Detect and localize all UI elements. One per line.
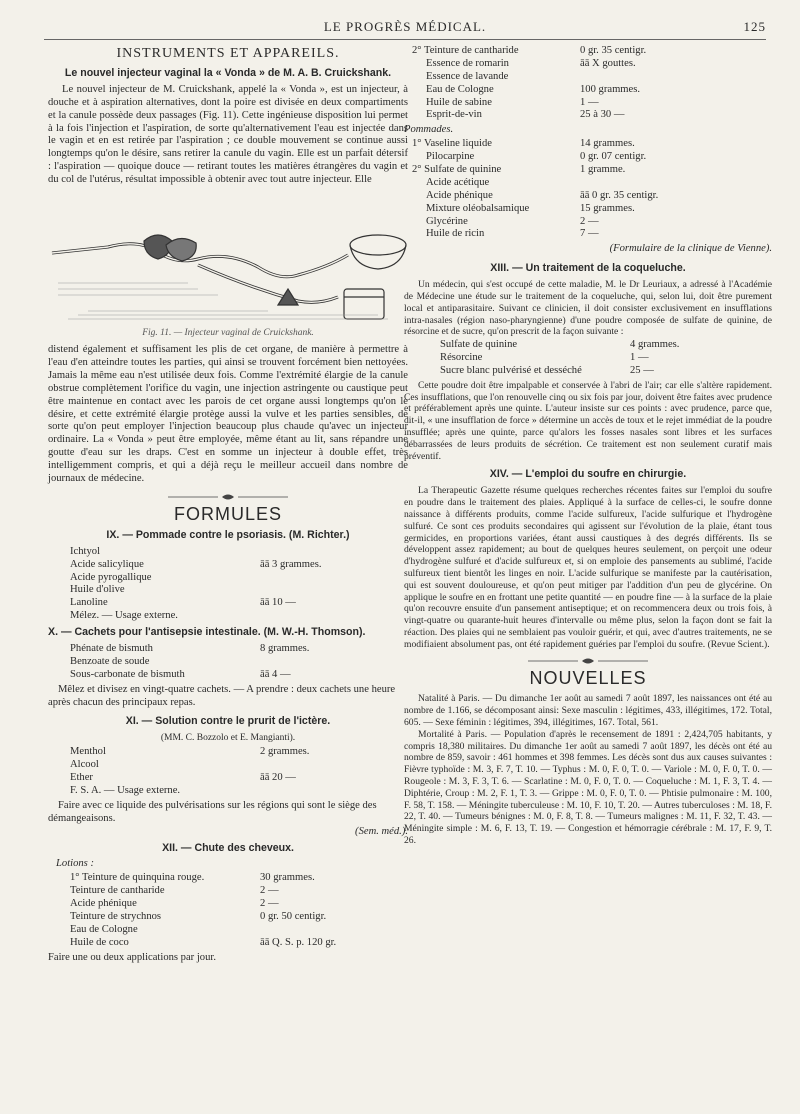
formula-source: (Sem. méd.). [355, 825, 408, 837]
formula-list [412, 45, 772, 122]
formula-row: Alcool [70, 759, 99, 771]
news-paragraph: Mortalité à Paris. — Population d'après le recensement de 1891 : 2,424,705 habitants, y compris 18,380 militaires. Du dimanche 1er août au samedi 7 août 1897, les décès ont été au nombre de 859, savoir : 461 hommes et 398 femmes. Les décès sont dus aux causes suivantes : Fièvre typhoïde : M. 3, F. 7, T. 10. — Typhus : M. 0, F. 0, T. 0. — Variole : M. 0, F. 0, T. 0. — Rougeole : M. 3, F. 3, T. 6. — Scarlatine : M. 0, F. 0, T. 0. — Coqueluche : M. 1, F. 3, T. 4. — Diphtérie, Croup : M. 2, F. 1, T. 3. — Grippe : M. 0, F. 0, T. 0. — Phtisie pulmonaire : M. 100, F. 58, T. 158. — Méningite tuberculeuse : M. 10, F. 10, T. 20. — Autres tuberculoses : M. 18, F. 22, T. 40. — Tumeurs bénignes : M. 0, F. 8, T. 8. — Tumeurs malignes : M. 11, F. 32, T. 43. — Méningite simple : M. 6, F. 13, T. 19. — Congestion et hémorragie cérébrale : M. 17, F. 9, T. 26. [404, 728, 772, 846]
article-paragraph: distend également et suffisament les plis de cet organe, de manière à permettre à l'eau d'en atteindre toutes les parties, qui ainsi se trouvent forcément bien nettoyées. Jamais la même eau n'est utilisée deux fois. Comme l'extrémité élargie de la canule obstrue complètement l'orifice du vagin, une injection astringente ou caustique peut être maintenue en contact avec les parois de cet organe aussi longtemps qu'on le désire, et cette extrémité élargie protège aussi la vulve et les parties sensibles, de sorte qu'on peut employer l'injection beaucoup plus chaude qu'avec un injecteur ordinaire. La « Vonda » peut être employée, même étant au lit, sans répandre une goutte d'eau sur les draps. C'est en somme un injecteur à double effet, très intelligemment compris, et qui a déjà reçu le meilleur accueil dans nombre de journaux de médecine. [48, 343, 408, 485]
injector-figure [48, 193, 408, 325]
formula-title: XII. — Chute des cheveux. [162, 841, 294, 854]
formula-list [70, 746, 408, 798]
formula-row: Eau de Cologne 100 grammes. [426, 83, 641, 95]
formula-row: Mixture oléobalsamique 15 grammes. [426, 202, 635, 214]
formula-row: Lanoline āā 10 — [70, 597, 296, 609]
formula-row: Acide acétique [426, 176, 490, 188]
formula-row: Ether āā 20 — [70, 772, 296, 784]
formula-row: 2° Teinture de cantharide 0 gr. 35 centigr. [412, 45, 647, 56]
article-paragraph: Un médecin, qui s'est occupé de cette maladie, M. le Dr Leuriaux, a adressé à l'Académie de Médecine une étude sur le traitement de la coqueluche, qui, selon lui, doit être purement local et antiparasitaire. Suivant ce clinicien, il doit consister exclusivement en insufflations intra-nasales (région naso-pharyngienne) d'une poudre composée de sulfate de quinine, de résorcine et de sucre, qu'on prescrit de la façon suivante : [404, 279, 772, 338]
left-column [48, 44, 408, 965]
formula-row: F. S. A. — Usage externe. [70, 784, 181, 796]
ornament-divider [404, 656, 772, 666]
article-paragraph: Cette poudre doit être impalpable et conservée à l'abri de l'air; car elle s'altère rapidement. Ces insufflations, que l'on renouvelle cinq ou six fois par jour, doivent être faites avec prudence et préférablement après une quinte. L'auteur insiste sur ces points : avec prudence, parce que, dit-il, « une insufflation de force » détermine un accès de toux et le rejet immédiat de la poudre insufflée; après une quinte, parce qu'alors les fosses nasales sont libres et les surfaces débarrassées de leurs produits de sécrétion. Ce traitement est non seulement curatif mais préventif. [404, 379, 772, 462]
formula-note: Faire une ou deux applications par jour. [48, 951, 216, 963]
formula-row: Acide pyrogallique [70, 571, 152, 583]
formula-title: X. — Cachets pour l'antisepsie intestinale. (M. W.-H. Thomson). [48, 626, 366, 639]
formula-row: Acide phénique 2 — [70, 898, 279, 910]
formules-heading: FORMULES [173, 503, 282, 524]
formula-row: Esprit-de-vin 25 à 30 — [426, 109, 625, 121]
formula-row: Huile d'olive [70, 584, 125, 596]
formula-row: Résorcine 1 — [440, 352, 649, 364]
article-title: XIII. — Un traitement de la coqueluche. [490, 262, 686, 275]
formula-row: Huile de coco āā Q. S. p. 120 gr. [70, 936, 337, 948]
page-header [44, 14, 766, 40]
article-title: Le nouvel injecteur vaginal la « Vonda » de M. A. B. Cruickshank. [64, 66, 392, 79]
section-title: INSTRUMENTS ET APPAREILS. [116, 46, 340, 61]
formula-list [70, 546, 408, 623]
article-title: XIV. — L'emploi du soufre en chirurgie. [489, 468, 687, 481]
article-paragraph: Le nouvel injecteur de M. Cruickshank, appelé la « Vonda », est un injecteur, à douche et à aspiration alternatives, dont la poire est divisée en deux compartiments et la canule possède deux passages (Fig. 11). Cette ingénieuse disposition lui permet à la fois l'injection et l'aspiration, de sorte qu'alternativement l'eau est injectée dans le vagin et en est retirée par l'aspiration ; ce double mouvement se continue aussi longtemps qu'on le désire, sans retirer la canule du vagin. Elle est un parfait détersif : l'aspiration — quoique douce — retirant toutes les matières étrangères du vagin et du col de l'utérus, résultat impossible à obtenir avec tout autre injecteur. Elle [48, 83, 408, 186]
formula-row: Acide salicylique āā 3 grammes. [70, 558, 322, 570]
formula-row: Mélez. — Usage externe. [70, 610, 178, 622]
formula-row: Glycérine 2 — [426, 215, 599, 227]
formula-row: Phénate de bismuth 8 grammes. [70, 643, 310, 654]
ornament-divider [48, 492, 408, 502]
formula-subheading: Pommades. [404, 124, 454, 136]
article-paragraph: La Therapeutic Gazette résume quelques recherches récentes faites sur l'emploi du soufre en poudre dans le traitement des plaies. Appliqué à la surface de celles-ci, le soufre donne naissance à différents produits, comme l'acide sulfureux, l'acide sulfurique et l'hydrogène sulfuré. Ce sont ces produits secondaires qui agissent sur l'évolution de la plaie, étant tous germicides, en proportions variées, étant aussi caustiques à des degrés différents. Ils se développent assez rapidement; au bout de quelques heures seulement, on perçoit une odeur d'hydrogène sulfuré et d'acide sulfureux et, si on emploie des pansements au sublimé, l'acide sulfureux tient bientôt les linges en noir. L'acide sulfurique se manifeste par la cautérisation, qui est souvent douloureuse, et qu'on peut mitiger par l'addition d'un peu de glycérine. On applique le soufre en en frottant une petite quantité — en poudre fine — à la surface de la plaie qu'on recouvre ensuite d'un pansement antiseptique; et on recommencera deux ou trois fois, à vingt-quatre ou quarante-huit heures d'intervalle ou même plus, selon la façon dont se fait la réaction. Des plaies qui ne semblaient pas vouloir guérir, et qui, avec d'autres traitements, ne se modifiaient absolument pas, ont été rapidement guéries par l'emploi du soufre. (Revue Scient.). [404, 485, 772, 650]
formula-list [412, 138, 772, 241]
page-number: 125 [743, 19, 766, 34]
formula-row: Sucre blanc pulvérisé et desséché 25 — [440, 364, 654, 376]
formula-authors: (MM. C. Bozzolo et E. Mangianti). [160, 733, 296, 744]
formula-row: Sous-carbonate de bismuth āā 4 — [70, 668, 291, 680]
formula-row: Teinture de cantharide 2 — [70, 885, 279, 897]
nouvelles-heading: NOUVELLES [529, 668, 647, 689]
formula-title: IX. — Pommade contre le psoriasis. (M. Richter.) [106, 528, 350, 541]
formula-source: (Formulaire de la clinique de Vienne). [609, 243, 772, 255]
formula-row: 2° Sulfate de quinine 1 gramme. [412, 164, 626, 176]
formula-row: Acide phénique āā 0 gr. 35 centigr. [426, 189, 659, 201]
formula-row: Essence de lavande [426, 70, 509, 82]
formula-note: Mêlez et divisez en vingt-quatre cachets. — A prendre : deux cachets une heure après chacun des principaux repas. [48, 683, 396, 708]
journal-title: LE PROGRÈS MÉDICAL. [323, 19, 487, 34]
news-paragraph: Natalité à Paris. — Du dimanche 1er août au samedi 7 août 1897, les naissances ont été au nombre de 1.166, se décomposant ainsi: Sexe masculin : légitimes, 433, illégitimes, 172. Total, 605. — Sexe féminin : légitimes, 394, illégitimes, 167. Total, 561. [404, 693, 772, 728]
formula-row: Ichtyol [70, 545, 101, 557]
formula-row: Eau de Cologne [70, 923, 138, 935]
formula-list [70, 643, 408, 682]
formula-row: Essence de romarin āā X gouttes. [426, 57, 636, 69]
formula-row: 1° Vaseline liquide 14 grammes. [412, 138, 635, 150]
formula-row: Huile de sabine 1 — [426, 96, 599, 108]
formula-title: XI. — Solution contre le prurit de l'ictère. [125, 715, 331, 728]
formula-row: Huile de ricin 7 — [426, 228, 599, 240]
formula-row: Menthol 2 grammes. [70, 746, 310, 758]
figure-caption: Fig. 11. — Injecteur vaginal de Cruickshank. [142, 328, 314, 339]
injector-illustration [48, 193, 408, 325]
formula-subheading: Lotions : [56, 858, 94, 870]
formula-list [440, 339, 772, 378]
formula-list [70, 872, 408, 949]
right-column [404, 44, 772, 847]
formula-row: Sulfate de quinine 4 grammes. [440, 339, 680, 351]
formula-row: Benzoate de soude [70, 655, 150, 667]
formula-row: Pilocarpine 0 gr. 07 centigr. [426, 151, 647, 163]
formula-row: 1° Teinture de quinquina rouge. 30 grammes. [70, 872, 315, 884]
formula-note: Faire avec ce liquide des pulvérisations sur les régions qui sont le siège des démangeaisons. [48, 799, 377, 824]
formula-row: Teinture de strychnos 0 gr. 50 centigr. [70, 911, 327, 923]
